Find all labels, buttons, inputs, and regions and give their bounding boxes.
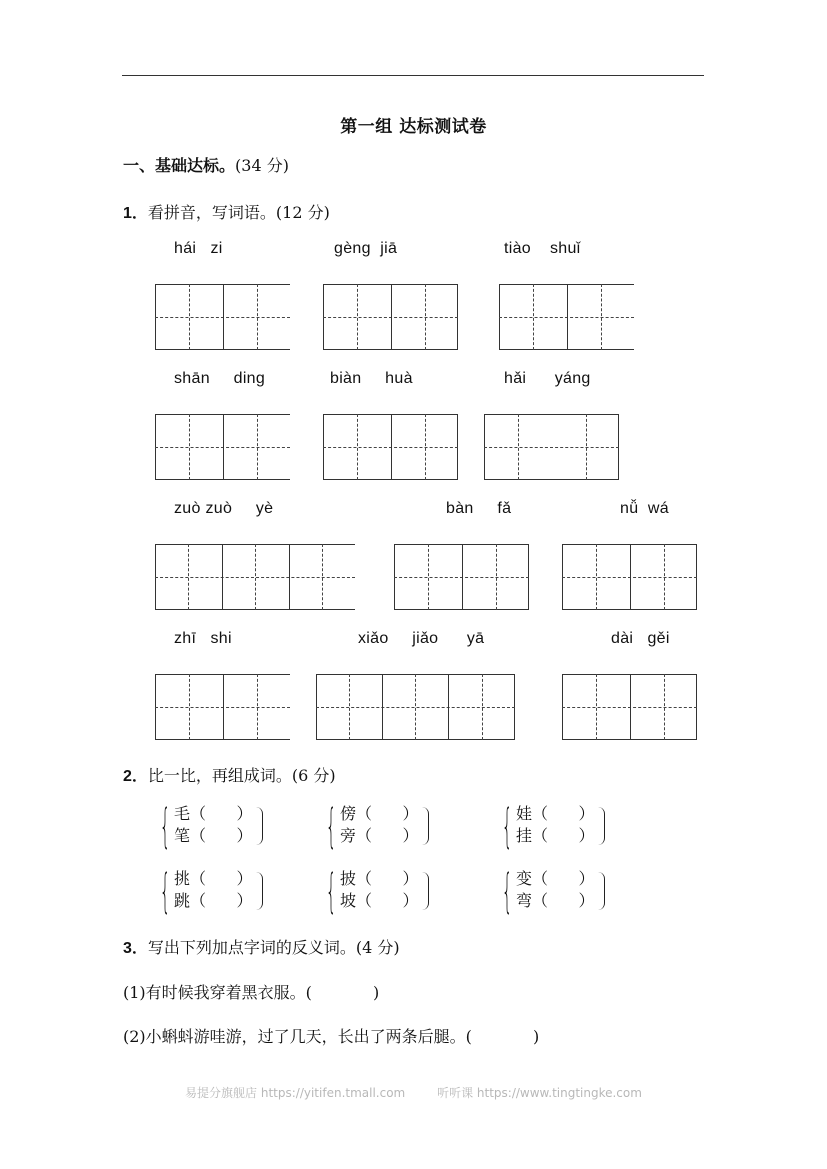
footer-watermark [0, 1084, 827, 1101]
pair-line[interactable]: 毛（ ） [174, 804, 253, 823]
writing-grid-4[interactable] [155, 414, 290, 480]
footer-right-text: 听听课 https://www.tingtingke.com [437, 1086, 642, 1100]
char-pair-2 [326, 799, 419, 853]
char-pair-1 [160, 799, 253, 853]
writing-grid-3[interactable] [499, 284, 634, 350]
pair-line[interactable]: 旁（ ） [340, 826, 419, 845]
right-brace-icon [598, 807, 605, 845]
section-1-heading [123, 153, 289, 176]
pinyin-6: hǎi yáng [504, 370, 591, 387]
pinyin-11: xiǎo jiǎo yā [358, 630, 485, 647]
page-title: 第一组 达标测试卷 [340, 117, 487, 137]
top-rule [122, 75, 704, 76]
pinyin-5: biàn huà [330, 370, 413, 387]
pinyin-10: zhī shi [174, 630, 232, 647]
pinyin-9: nǚ wá [620, 500, 669, 517]
question-3-sentence-2[interactable]: (2)小蝌蚪游哇游，过了几天，长出了两条后腿。( ) [123, 1027, 540, 1046]
writing-grid-2[interactable] [323, 284, 458, 350]
pinyin-2: gèng jiā [334, 240, 398, 257]
writing-grid-12[interactable] [562, 674, 697, 740]
right-brace-icon [256, 807, 263, 845]
question-3-points: (4 分) [355, 938, 400, 957]
left-brace-icon: { [326, 864, 337, 918]
pair-line[interactable]: 笔（ ） [174, 826, 253, 845]
question-2-points: (6 分) [291, 766, 336, 785]
pinyin-12: dài gěi [611, 630, 670, 647]
pair-line[interactable]: 傍（ ） [340, 804, 419, 823]
question-1 [123, 200, 330, 223]
pair-line[interactable]: 变（ ） [516, 869, 595, 888]
pair-line[interactable]: 娃（ ） [516, 804, 595, 823]
question-2-text: 比一比，再组成词。 [147, 766, 292, 785]
char-pair-3 [502, 799, 595, 853]
question-1-points: (12 分) [275, 203, 330, 222]
writing-grid-7[interactable] [155, 544, 355, 610]
writing-grid-9[interactable] [562, 544, 697, 610]
pair-line[interactable]: 挂（ ） [516, 826, 595, 845]
char-pair-4 [160, 864, 253, 918]
left-brace-icon: { [502, 864, 513, 918]
pair-line[interactable]: 跳（ ） [174, 891, 253, 910]
pair-line[interactable]: 坡（ ） [340, 891, 419, 910]
question-2 [123, 763, 336, 786]
pair-line[interactable]: 挑（ ） [174, 869, 253, 888]
left-brace-icon: { [160, 864, 171, 918]
writing-grid-10[interactable] [155, 674, 290, 740]
right-brace-icon [422, 872, 429, 910]
right-brace-icon [598, 872, 605, 910]
pair-line[interactable]: 披（ ） [340, 869, 419, 888]
writing-grid-1[interactable] [155, 284, 290, 350]
pinyin-1: hái zi [174, 240, 223, 257]
section-1-points: (34 分) [235, 156, 289, 175]
right-brace-icon [256, 872, 263, 910]
right-brace-icon [422, 807, 429, 845]
question-3-text: 写出下列加点字词的反义词。 [147, 938, 356, 957]
question-3-sentence-1[interactable]: (1)有时候我穿着黑衣服。( ) [123, 983, 380, 1002]
writing-grid-11[interactable] [316, 674, 515, 740]
question-3-number: 3． [123, 940, 148, 957]
question-3 [123, 935, 400, 958]
char-pair-5 [326, 864, 419, 918]
pinyin-7: zuò zuò yè [174, 500, 274, 517]
writing-grid-8[interactable] [394, 544, 529, 610]
char-pair-6 [502, 864, 595, 918]
question-1-number: 1． [123, 205, 148, 222]
left-brace-icon: { [326, 799, 337, 853]
question-1-text: 看拼音，写词语。 [147, 203, 276, 222]
pinyin-3: tiào shuǐ [504, 240, 581, 257]
left-brace-icon: { [502, 799, 513, 853]
pair-line[interactable]: 弯（ ） [516, 891, 595, 910]
writing-grid-5[interactable] [323, 414, 458, 480]
footer-left-text: 易提分旗舰店 https://yitifen.tmall.com [185, 1086, 406, 1100]
section-1-label: 一、基础达标。 [123, 156, 236, 175]
pinyin-4: shān ding [174, 370, 266, 387]
writing-grid-6[interactable] [484, 414, 619, 480]
left-brace-icon: { [160, 799, 171, 853]
pinyin-8: bàn fǎ [446, 500, 512, 517]
question-2-number: 2． [123, 768, 148, 785]
